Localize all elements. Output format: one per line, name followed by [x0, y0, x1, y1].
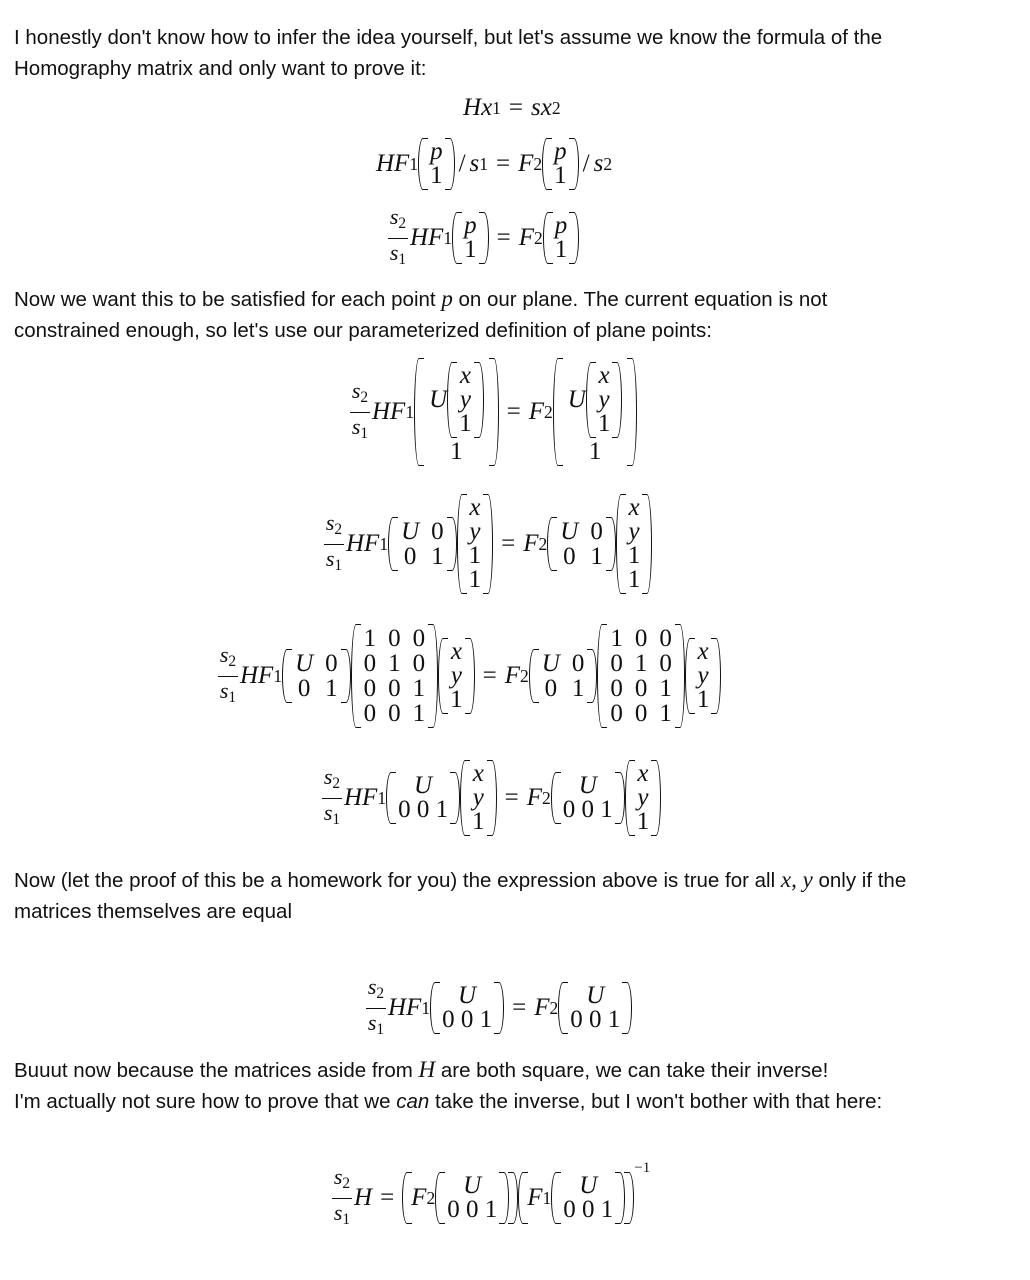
entry: 0 — [610, 700, 623, 727]
matrix-4x3 — [597, 622, 685, 730]
subscript: 1 — [376, 1020, 385, 1038]
plane-line-1 — [14, 283, 827, 315]
subscript: 1 — [332, 810, 341, 828]
equation-expanded — [218, 622, 721, 730]
equation-block-matrix — [324, 492, 652, 596]
subscript: 2 — [398, 214, 407, 232]
symbol-h: H — [463, 94, 482, 121]
vector-xy1 — [447, 360, 484, 440]
inverse-paragraph — [14, 1054, 882, 1117]
fraction-s2-s1 — [350, 377, 370, 445]
equals-sign: = — [380, 1184, 395, 1212]
group-f2 — [402, 1170, 518, 1226]
symbol-f: F — [527, 1184, 543, 1212]
entry: 1 — [571, 675, 585, 702]
entry: 0 0 1 — [562, 796, 613, 823]
symbol-hf: HF — [388, 994, 422, 1022]
entry: U — [586, 982, 605, 1010]
matrix-u0-01 — [529, 647, 598, 705]
fraction-s2-s1 — [366, 976, 386, 1041]
symbol-hf: HF — [372, 398, 406, 425]
fraction-s2-s1 — [332, 1166, 352, 1231]
symbol-s: s — [219, 677, 229, 703]
entry: U — [458, 982, 477, 1010]
entry: U — [463, 1172, 482, 1200]
matrix-u-001 — [551, 1170, 625, 1226]
subscript: 2 — [376, 984, 385, 1002]
fraction-bar — [350, 412, 370, 413]
entry: y — [637, 784, 649, 811]
entry: 0 — [388, 625, 401, 652]
matrix-u-001 — [430, 980, 504, 1036]
equals-sign: = — [496, 150, 511, 177]
equation-compact — [322, 758, 661, 838]
symbol-f: F — [518, 150, 534, 177]
symbol-p: p — [464, 212, 477, 240]
subscript: 1 — [542, 1187, 552, 1208]
entry: 1 — [363, 625, 377, 652]
symbol-hf: HF — [344, 784, 378, 811]
entry: 0 — [325, 650, 338, 677]
vector-p-1 — [542, 136, 579, 192]
equation-hx1-sx2 — [463, 94, 561, 122]
vector-xy1 — [460, 758, 497, 838]
equals-sign: = — [512, 994, 527, 1022]
subscript: 1 — [379, 533, 389, 554]
text: take the inverse, but I won't bother with that here: — [429, 1090, 883, 1113]
math-var: x, y — [780, 867, 813, 892]
equals-sign: = — [482, 662, 497, 689]
inverse-exponent: −1 — [634, 1160, 651, 1176]
entry: y — [697, 662, 709, 689]
symbol-x: x — [481, 94, 493, 121]
column — [565, 356, 626, 468]
symbol-s: s — [389, 204, 399, 229]
subscript: 2 — [228, 652, 237, 670]
entry: 1 — [412, 675, 426, 702]
entry: 1 — [431, 543, 444, 570]
vector-xy11 — [457, 492, 494, 596]
subscript: 2 — [360, 388, 369, 406]
symbol-p: p — [430, 138, 443, 165]
row — [429, 360, 484, 440]
symbol-hf: HF — [240, 662, 274, 689]
subscript: 1 — [409, 153, 419, 174]
equals-sign: = — [501, 530, 516, 557]
symbol-s: s — [323, 763, 333, 789]
entry: 0 0 1 — [442, 1006, 493, 1034]
intro-line-1: I honestly don't know how to infer the idea yourself, but let's assume we know the formula of the — [14, 26, 883, 49]
plane-line-2: constrained enough, so let's use our parameterized definition of plane points: — [14, 319, 712, 342]
entry: 1 — [472, 808, 485, 835]
symbol-h: H — [354, 1184, 373, 1212]
entry: 1 — [659, 700, 672, 727]
vector-xy1 — [625, 758, 662, 838]
entry: 0 — [563, 543, 576, 570]
symbol-u: U — [429, 386, 448, 413]
vector-xy11 — [616, 492, 653, 596]
entry: 0 0 1 — [570, 1006, 621, 1034]
subscript: 2 — [551, 97, 561, 118]
equals-sign: = — [508, 94, 524, 121]
entry: 0 — [610, 675, 623, 702]
fraction-s2-s1 — [388, 206, 408, 271]
entry: x — [697, 638, 709, 665]
symbol-hf: HF — [376, 150, 410, 177]
entry: 0 — [590, 518, 603, 545]
entry: 0 — [412, 650, 426, 677]
matrix-u0-01 — [547, 515, 616, 573]
subscript: 1 — [492, 97, 501, 118]
entry: 0 — [403, 543, 417, 570]
entry: 0 — [363, 650, 377, 677]
entry: U — [401, 518, 420, 545]
emphasis: can — [396, 1090, 430, 1113]
math-var: p — [441, 286, 453, 311]
symbol-s: s — [333, 1164, 343, 1189]
entry: U — [578, 772, 597, 799]
vector-p-1 — [418, 136, 455, 192]
matrix-u-001 — [386, 770, 460, 826]
entry: 1 — [627, 542, 641, 569]
subscript: 2 — [549, 997, 559, 1018]
equation-homography-result — [332, 1160, 651, 1231]
symbol-s: s — [367, 974, 377, 999]
entry: y — [472, 784, 484, 811]
entry: 1 — [464, 236, 477, 264]
subscript: 1 — [421, 997, 431, 1018]
entry: 1 — [554, 162, 567, 189]
vector-xy1 — [586, 360, 623, 440]
symbol-s: s — [323, 799, 333, 825]
homework-paragraph — [14, 864, 906, 927]
text: are both square, we can take their inverse! — [435, 1059, 829, 1082]
entry: 0 — [363, 700, 377, 727]
homework-line-2: matrices themselves are equal — [14, 900, 293, 923]
intro-paragraph — [14, 22, 882, 84]
entry: 0 — [634, 625, 648, 652]
entry: 1 — [412, 700, 426, 727]
vector-p-1 — [543, 210, 580, 266]
entry: 1 — [610, 625, 623, 652]
matrix-u0-01 — [388, 515, 457, 573]
matrix-u-001 — [435, 1170, 509, 1226]
text: Now we want this to be satisfied for each point — [14, 288, 442, 311]
entry: 1 — [450, 438, 463, 465]
text: only if the — [812, 869, 907, 892]
vector-xy1 — [438, 636, 475, 716]
entry: 1 — [468, 566, 482, 593]
equation-scale-ratio — [388, 206, 579, 271]
entry: U — [541, 650, 560, 677]
fraction-bar — [366, 1008, 386, 1009]
entry: 1 — [588, 438, 602, 465]
entry: U — [560, 518, 579, 545]
matrix-4x3 — [351, 622, 439, 730]
subscript: 1 — [228, 688, 237, 706]
entry: x — [450, 638, 462, 665]
vector-xy1 — [685, 636, 722, 716]
entry: y — [469, 518, 481, 545]
vector-outer — [414, 356, 499, 468]
homework-line-1 — [14, 864, 906, 896]
subscript: 2 — [544, 401, 553, 422]
slash: / — [582, 150, 590, 177]
subscript: 2 — [520, 665, 529, 686]
fraction-bar — [218, 676, 238, 677]
text: Now (let the proof of this be a homework for you) the expression above is true for all — [14, 869, 781, 892]
symbol-f: F — [534, 994, 550, 1022]
symbol-p: p — [554, 212, 568, 240]
entry: 0 — [634, 675, 648, 702]
matrix-u-001 — [551, 770, 625, 826]
entry: 1 — [325, 675, 338, 702]
entry: 1 — [554, 236, 568, 264]
entry: 0 — [297, 675, 311, 702]
text: Buuut now because the matrices aside from — [14, 1059, 419, 1082]
fraction-s2-s1 — [218, 641, 238, 709]
inverse-line-2 — [14, 1086, 882, 1117]
subscript: 1 — [398, 250, 407, 268]
symbol-hf: HF — [410, 224, 444, 252]
entry: 0 0 1 — [563, 1196, 614, 1224]
matrix-u-001 — [558, 980, 632, 1036]
entry: 0 — [659, 625, 672, 652]
entry: 1 — [590, 543, 603, 570]
entry: 1 — [459, 410, 472, 437]
entry: 0 — [412, 625, 426, 652]
symbol-hf: HF — [346, 530, 380, 557]
symbol-s: s — [593, 150, 604, 177]
subscript: 1 — [377, 787, 387, 808]
symbol-s: s — [389, 239, 399, 265]
symbol-f: F — [526, 784, 542, 811]
subscript: 2 — [538, 533, 548, 554]
subscript: 1 — [405, 401, 415, 422]
symbol-s: s — [351, 413, 361, 439]
entry: 1 — [634, 650, 648, 677]
symbol-p: p — [554, 138, 567, 165]
equation-parameterized — [350, 356, 637, 468]
entry: x — [637, 760, 649, 787]
subscript: 2 — [533, 153, 543, 174]
symbol-s: s — [325, 509, 335, 535]
entry: x — [459, 362, 471, 389]
subscript: 2 — [541, 787, 551, 808]
entry: 1 — [388, 650, 401, 677]
plane-paragraph — [14, 283, 827, 346]
entry: 0 0 1 — [447, 1196, 498, 1224]
symbol-s: s — [367, 1009, 377, 1035]
symbol-f: F — [518, 224, 534, 252]
symbol-s: s — [219, 641, 229, 667]
symbol-u: U — [567, 386, 586, 413]
fraction-bar — [324, 544, 344, 545]
equation-matrices-equal — [366, 976, 632, 1041]
equals-sign: = — [496, 224, 511, 252]
entry: 1 — [627, 566, 641, 593]
subscript: 2 — [426, 1187, 436, 1208]
fraction-bar — [388, 238, 408, 239]
fraction-bar — [322, 798, 342, 799]
entry: y — [459, 386, 471, 413]
equation-divide-scales — [376, 136, 612, 192]
subscript: 1 — [443, 227, 453, 248]
entry: y — [598, 386, 610, 413]
entry: 0 — [659, 650, 672, 677]
entry: U — [414, 772, 433, 799]
inverse-line-1 — [14, 1054, 882, 1086]
entry: 0 — [388, 700, 401, 727]
entry: 1 — [468, 542, 482, 569]
matrix-u0-01 — [282, 647, 351, 705]
subscript: 1 — [273, 665, 283, 686]
entry: 0 — [634, 700, 648, 727]
entry: y — [450, 662, 462, 689]
symbol-s: s — [333, 1199, 343, 1225]
entry: 1 — [696, 686, 710, 713]
subscript: 2 — [332, 774, 341, 792]
math-var: H — [418, 1057, 436, 1082]
subscript: 1 — [334, 556, 343, 574]
entry: 0 — [363, 675, 377, 702]
intro-line-2: Homography matrix and only want to prove it: — [14, 57, 427, 80]
symbol-f: F — [504, 662, 521, 689]
fraction-bar — [332, 1198, 352, 1199]
entry: U — [579, 1172, 598, 1200]
entry: x — [628, 494, 640, 521]
entry: x — [472, 760, 484, 787]
entry: U — [295, 650, 314, 677]
entry: 0 0 1 — [398, 796, 449, 823]
symbol-f: F — [411, 1184, 427, 1212]
subscript: 2 — [533, 227, 543, 248]
symbol-f: F — [528, 398, 545, 425]
vector-outer — [553, 356, 638, 468]
symbol-f: F — [523, 530, 539, 557]
fraction-s2-s1 — [322, 763, 342, 831]
vector-p-1 — [452, 210, 489, 266]
entry: 0 — [431, 518, 444, 545]
entry: 0 — [610, 650, 623, 677]
entry: 1 — [597, 410, 611, 437]
text: on our plane. The current equation is not — [452, 288, 828, 311]
subscript: 1 — [479, 153, 489, 174]
subscript: 1 — [360, 424, 369, 442]
symbol-s: s — [469, 150, 480, 177]
entry: 0 — [388, 675, 401, 702]
symbol-s: s — [351, 377, 361, 403]
entry: 1 — [636, 808, 650, 835]
subscript: 2 — [334, 520, 343, 538]
entry: 0 — [571, 650, 585, 677]
column — [426, 356, 487, 468]
equals-sign: = — [506, 398, 521, 425]
entry: x — [598, 362, 610, 389]
entry: y — [628, 518, 640, 545]
symbol-x: x — [540, 94, 552, 121]
entry: x — [469, 494, 481, 521]
subscript: 2 — [603, 153, 613, 174]
fraction-s2-s1 — [324, 509, 344, 577]
equals-sign: = — [504, 784, 519, 811]
text: I'm actually not sure how to prove that we — [14, 1090, 397, 1113]
subscript: 2 — [342, 1174, 351, 1192]
entry: 1 — [430, 162, 443, 189]
group-f1 — [518, 1170, 634, 1226]
entry: 0 — [544, 675, 558, 702]
symbol-s: s — [531, 94, 541, 121]
entry: 1 — [659, 675, 672, 702]
symbol-s: s — [325, 545, 335, 571]
entry: 1 — [450, 686, 463, 713]
slash: / — [458, 150, 466, 177]
row — [568, 360, 623, 440]
subscript: 1 — [342, 1210, 351, 1228]
